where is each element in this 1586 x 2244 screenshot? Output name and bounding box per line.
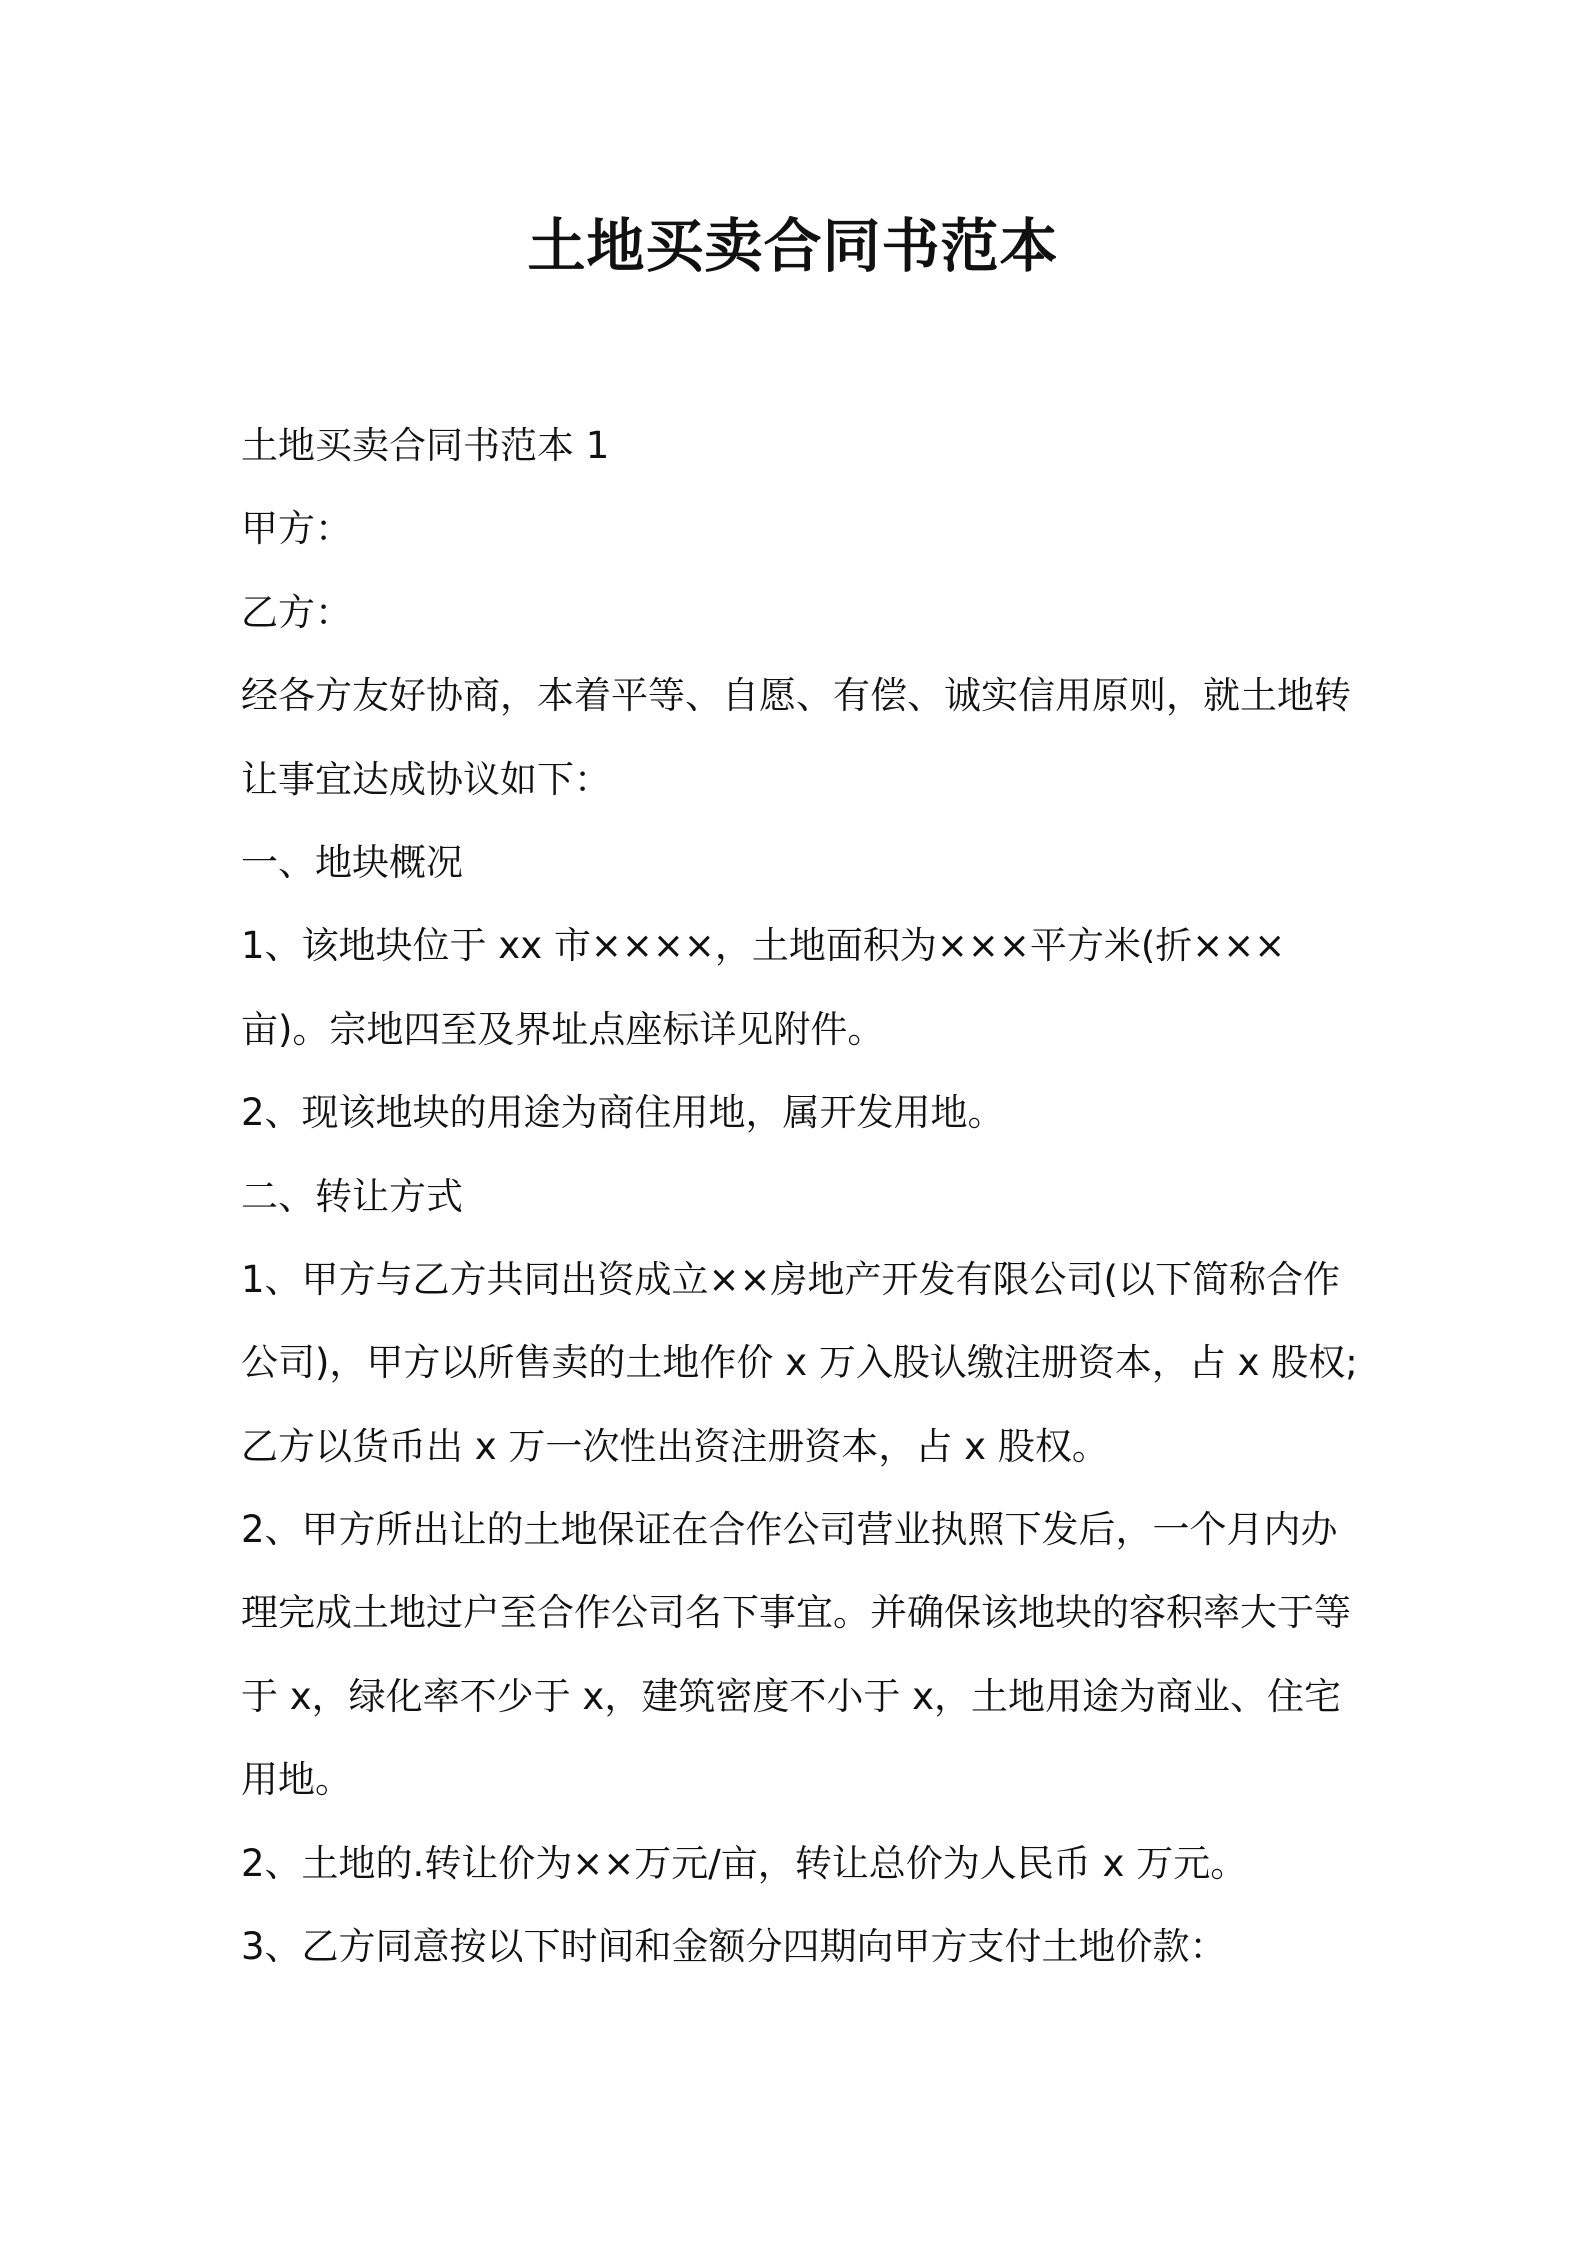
clause-line: 乙方以货币出 x 万一次性出资注册资本，占 x 股权。: [241, 1424, 1109, 1468]
document-title: 土地买卖合同书范本: [527, 212, 1059, 280]
clause-line: 1、甲方与乙方共同出资成立××房地产开发有限公司(以下简称合作: [241, 1257, 1340, 1301]
contract-heading: 土地买卖合同书范本 1: [241, 424, 610, 467]
clause-line: 公司)，甲方以所售卖的土地作价 x 万入股认缴注册资本，占 x 股权;: [241, 1341, 1358, 1385]
clause-line: 2、现该地块的用途为商住用地，属开发用地。: [241, 1091, 1005, 1135]
clause-line: 2、甲方所出让的土地保证在合作公司营业执照下发后，一个月内办: [241, 1508, 1338, 1552]
clause-line: 用地。: [241, 1758, 352, 1802]
section-heading: 二、转让方式: [241, 1174, 463, 1218]
preamble-line: 经各方友好协商，本着平等、自愿、有偿、诚实信用原则，就土地转: [241, 674, 1351, 718]
clause-line: 1、该地块位于 xx 市××××，土地面积为×××平方米(折×××: [241, 924, 1286, 968]
party-b-line: 乙方：: [241, 590, 352, 634]
clause-line: 2、土地的.转让价为××万元/亩，转让总价为人民币 x 万元。: [241, 1841, 1248, 1885]
clause-line: 3、乙方同意按以下时间和金额分四期向甲方支付土地价款：: [241, 1925, 1227, 1969]
preamble-line: 让事宜达成协议如下：: [241, 757, 611, 801]
party-a-line: 甲方：: [241, 507, 352, 551]
clause-line: 于 x，绿化率不少于 x，建筑密度不小于 x，土地用途为商业、住宅: [241, 1674, 1341, 1718]
clause-line: 理完成土地过户至合作公司名下事宜。并确保该地块的容积率大于等: [241, 1591, 1351, 1635]
section-heading: 一、地块概况: [241, 840, 463, 884]
clause-line: 亩)。宗地四至及界址点座标详见附件。: [241, 1007, 885, 1051]
document-body: [241, 404, 1361, 1988]
